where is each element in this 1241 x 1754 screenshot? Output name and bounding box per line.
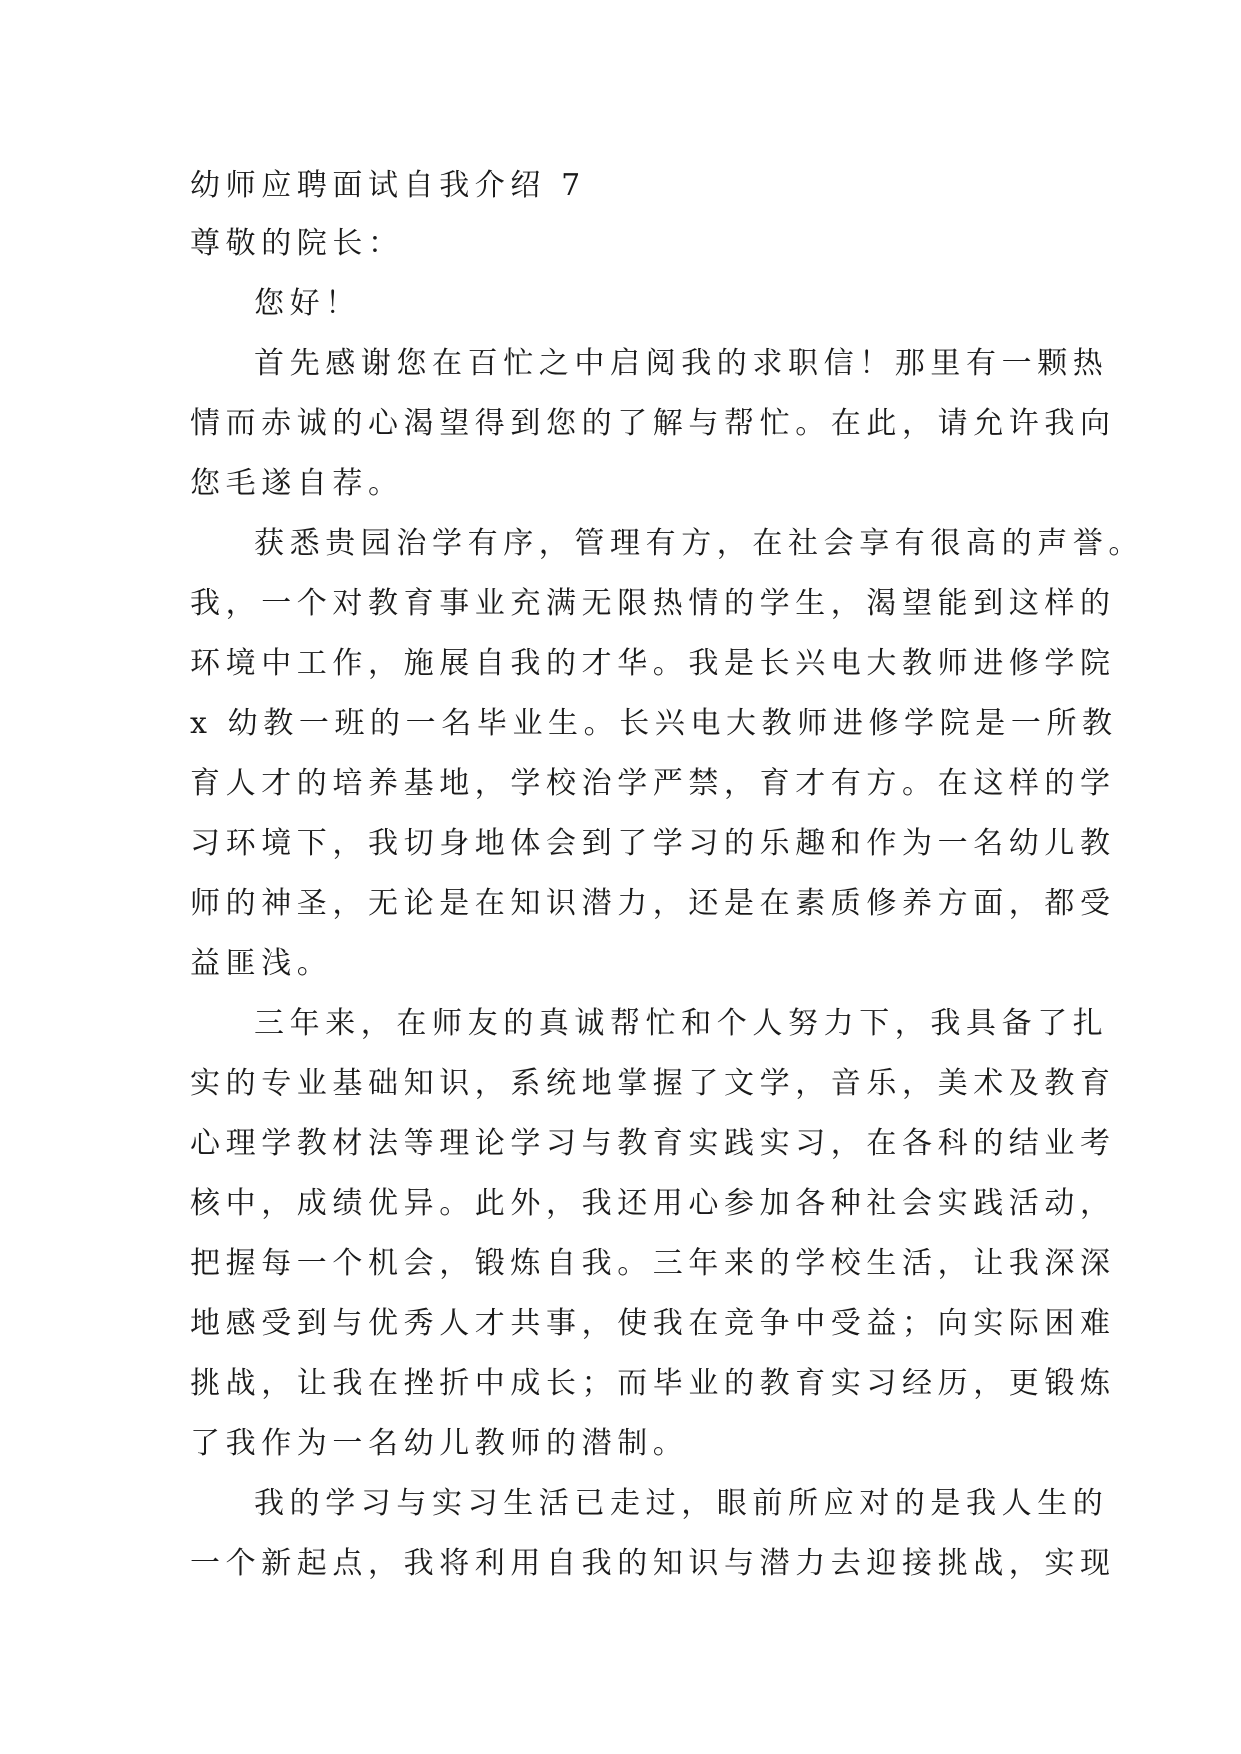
paragraph-line: 地感受到与优秀人才共事，使我在竞争中受益；向实际困难 — [190, 1306, 1116, 1341]
paragraph-line: 核中，成绩优异。此外，我还用心参加各种社会实践活动， — [190, 1186, 1116, 1221]
paragraph-line: 环境中工作，施展自我的才华。我是长兴电大教师进修学院 — [190, 646, 1116, 681]
paragraph-line: 我的学习与实习生活已走过，眼前所应对的是我人生的 — [254, 1486, 1109, 1521]
paragraph-line: 我，一个对教育事业充满无限热情的学生，渴望能到这样的 — [190, 586, 1116, 621]
document-title: 幼师应聘面试自我介绍 7 — [190, 168, 586, 203]
paragraph-line: 您毛遂自荐。 — [190, 466, 404, 501]
salutation: 尊敬的院长： — [190, 226, 404, 261]
paragraph-line: 情而赤诚的心渴望得到您的了解与帮忙。在此，请允许我向 — [190, 406, 1116, 441]
greeting: 您好！ — [254, 286, 361, 321]
paragraph-line: x 幼教一班的一名毕业生。长兴电大教师进修学院是一所教 — [190, 706, 1118, 741]
paragraph-line: 心理学教材法等理论学习与教育实践实习，在各科的结业考 — [190, 1126, 1116, 1161]
paragraph-line: 把握每一个机会，锻炼自我。三年来的学校生活，让我深深 — [190, 1246, 1116, 1281]
paragraph-line: 一个新起点，我将利用自我的知识与潜力去迎接挑战，实现 — [190, 1546, 1116, 1581]
paragraph-line: 三年来，在师友的真诚帮忙和个人努力下，我具备了扎 — [254, 1006, 1109, 1041]
letter-body — [190, 158, 1144, 1594]
paragraph-line: 益匪浅。 — [190, 946, 333, 981]
paragraph-line: 实的专业基础知识，系统地掌握了文学，音乐，美术及教育 — [190, 1066, 1116, 1101]
paragraph-line: 师的神圣，无论是在知识潜力，还是在素质修养方面，都受 — [190, 886, 1116, 921]
paragraph-line: 了我作为一名幼儿教师的潜制。 — [190, 1426, 689, 1461]
paragraph-line: 育人才的培养基地，学校治学严禁，育才有方。在这样的学 — [190, 766, 1116, 801]
paragraph-line: 习环境下，我切身地体会到了学习的乐趣和作为一名幼儿教 — [190, 826, 1116, 861]
paragraph-line: 首先感谢您在百忙之中启阅我的求职信！那里有一颗热 — [254, 346, 1109, 381]
paragraph-line: 挑战，让我在挫折中成长；而毕业的教育实习经历，更锻炼 — [190, 1366, 1116, 1401]
paragraph-line: 获悉贵园治学有序，管理有方，在社会享有很高的声誉。 — [254, 526, 1144, 561]
